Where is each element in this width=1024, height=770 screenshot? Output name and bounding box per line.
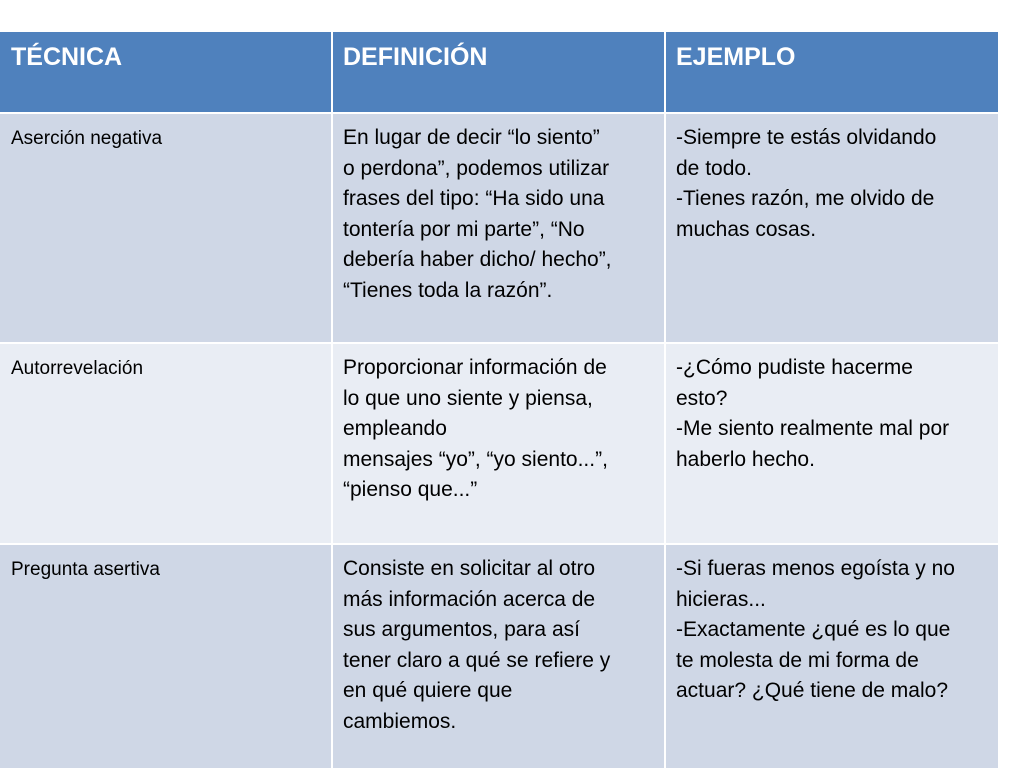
header-definicion: DEFINICIÓN <box>333 32 666 114</box>
row-3-definicion: Consiste en solicitar al otro más información acerca de sus argumentos, para así tener claro a qué se refiere y en qué quiere que cambiemos. <box>333 545 666 770</box>
header-tecnica: TÉCNICA <box>0 32 333 114</box>
row-2-tecnica: Autorrevelación <box>0 344 333 545</box>
row-1-definicion: En lugar de decir “lo siento” o perdona”, podemos utilizar frases del tipo: “Ha sido una tontería por mi parte”, “No debería haber dicho/ hecho”, “Tienes toda la razón”. <box>333 114 666 344</box>
header-ejemplo: EJEMPLO <box>666 32 1000 114</box>
row-3-ejemplo: -Si fueras menos egoísta y no hicieras... -Exactamente ¿qué es lo que te molesta de mi forma de actuar? ¿Qué tiene de malo? <box>666 545 1000 770</box>
row-3-tecnica: Pregunta asertiva <box>0 545 333 770</box>
row-1-tecnica: Aserción negativa <box>0 114 333 344</box>
techniques-table <box>0 32 1000 770</box>
row-2-ejemplo: -¿Cómo pudiste hacerme esto? -Me siento realmente mal por haberlo hecho. <box>666 344 1000 545</box>
row-2-definicion: Proporcionar información de lo que uno siente y piensa, empleando mensajes “yo”, “yo siento...”, “pienso que...” <box>333 344 666 545</box>
row-1-ejemplo: -Siempre te estás olvidando de todo. -Tienes razón, me olvido de muchas cosas. <box>666 114 1000 344</box>
